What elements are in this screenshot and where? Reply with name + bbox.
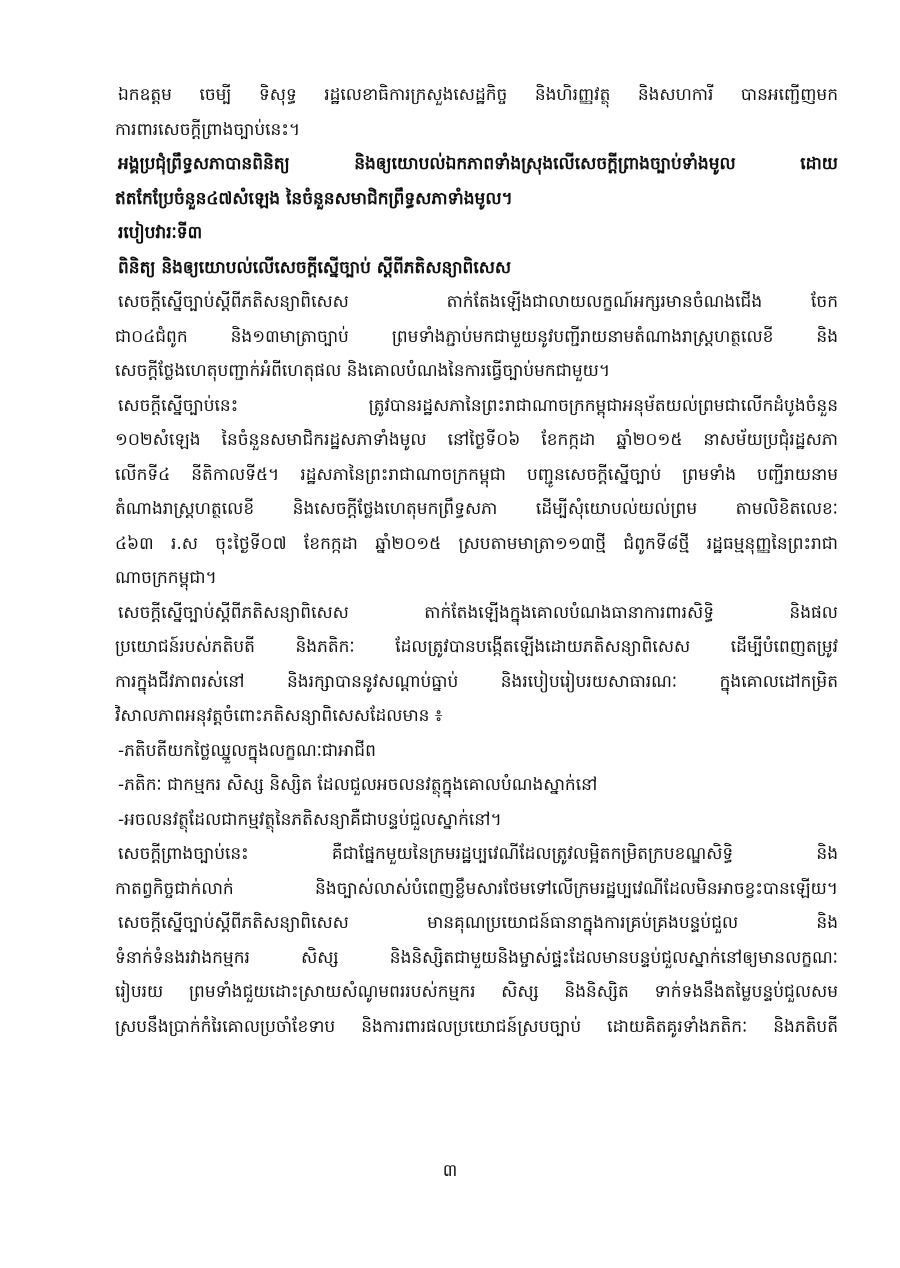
text-line: ១០២សំឡេង នៃចំនួនសមាជិករដ្ឋសភាទាំងមូល នៅថ្ងៃទី០៦ ខែកក្កដា ឆ្នាំ២០១៥ នាសម័យប្រជុំរដ្ឋសភា — [115, 430, 838, 450]
page-number: ៣ — [442, 1161, 458, 1181]
text-line: លើកទី៤ នីតិកាលទី៥។ រដ្ឋសភានៃព្រះរាជាណាចក្រកម្ពុជា បញ្ជូនសេចក្តីស្នើច្បាប់ ព្រមទាំង បញ្ជីរាយនាម — [115, 464, 838, 485]
text-line: ណាចក្រកម្ពុជា។ — [115, 568, 217, 588]
text-line: របៀបវារៈទី៣ — [118, 223, 203, 243]
text-line: ការក្នុងជីវភាពរស់នៅ និងរក្សាបាននូវសណ្តាប់ធ្នាប់ និងរបៀបរៀបរយសាធារណៈ ក្នុងគោលដៅកម្រិត — [115, 671, 838, 692]
text-line: សេចក្តីស្នើច្បាប់នេះ ត្រូវបានរដ្ឋសភានៃព្រះរាជាណាចក្រកម្ពុជាអនុម័តយល់ព្រមជាលើកដំបូងចំនួន — [118, 395, 838, 416]
text-line: ពិនិត្យ និងឲ្យយោបល់លើសេចក្តីស្នើច្បាប់ ស្តីពីភតិសន្យាពិសេស — [118, 257, 512, 278]
text-line: -ភតិបតីយកថ្លៃឈ្នួលក្នុងលក្ខណៈជាអាជីព — [118, 740, 376, 761]
text-line: អង្គប្រជុំព្រឹទ្ធសភាបានពិនិត្យ និងឲ្យយោបល់ឯកភាពទាំងស្រុងលើសេចក្តីព្រាងច្បាប់ទាំងមូល ដោយ — [118, 154, 838, 174]
text-line: សេចក្តីស្នើច្បាប់ស្តីពីភតិសន្យាពិសេស មានគុណប្រយោជន៍ធានាក្នុងការគ្រប់គ្រងបន្ទប់ជួល និង — [118, 913, 838, 933]
text-line: ជា០៤ជំពូក និង១៣មាត្រាច្បាប់ ព្រមទាំងភ្ជាប់មកជាមួយនូវបញ្ជីរាយនាមតំណាងរាស្ត្រហត្ថលេខី និង — [115, 326, 838, 347]
text-line: សេចក្តីស្នើច្បាប់ស្តីពីភតិសន្យាពិសេស ​ តាក់តែងឡើងជាលាយលក្ខណ៍អក្សរមានចំណងជើង ចែក — [118, 292, 838, 312]
text-line: សេចក្តីថ្លែងហេតុបញ្ជាក់អំពីហេតុផល និងគោលបំណងនៃការធ្វើច្បាប់មកជាមួយ។ — [115, 361, 611, 381]
text-line: ទំនាក់ទំនងរវាងកម្មករ សិស្ស និងនិស្សិតជាមួយនិងម្ចាស់ផ្ទះដែលមានបន្ទប់ជួលស្នាក់នៅឲ្យមានលក្ខណៈ — [115, 947, 838, 968]
text-line: ស្របនឹងប្រាក់កំរៃគោលប្រចាំខែទាប និងការពារផលប្រយោជន៍ស្របច្បាប់ ដោយគិតគូរទាំងភតិកៈ និងភតិបតី — [115, 1016, 838, 1037]
text-line: -ភតិកៈ ជាកម្មករ សិស្ស និស្សិត ដែលជួលអចលនវត្ថុក្នុងគោលបំណងស្នាក់នៅ — [118, 775, 598, 795]
text-line: រៀបរយ ព្រមទាំងជួយដោះស្រាយសំណូមពររបស់កម្មករ សិស្ស និងនិស្សិត ទាក់ទងនឹងតម្លៃបន្ទប់ជួលសម — [115, 982, 838, 1002]
text-line: ឥតកែប្រែចំនួន៤៧សំឡេង នៃចំនួនសមាជិកព្រឹទ្ធសភាទាំងមូល។ — [115, 188, 513, 209]
text-line: ការពារសេចក្តីព្រាងច្បាប់នេះ។ — [115, 119, 301, 140]
text-line: ឯកឧត្តម ចេម្បី ទិសុទ្ធ រដ្ឋលេខាធិការក្រសួងសេដ្ឋកិច្ច និងហិរញ្ញវត្ថុ និងសហការី បានអញ្ជើញមក — [118, 85, 838, 105]
text-line: កាតព្វកិច្ចជាក់លាក់ និងច្បាស់លាស់បំពេញខ្លឹមសារថែមទៅលើក្រមរដ្ឋប្បវេណីដែលមិនអាចខ្វះបានឡើយ។ — [115, 878, 838, 899]
text-line: ៤៦៣ រ.ស ចុះថ្ងៃទី០៧ ខែកក្កដា ឆ្នាំ២០១៥ ស្របតាមមាត្រា១១៣ថ្មី ជំពូកទី៨ថ្មី រដ្ឋធម្មនុញ្ញនៃព្រះរាជា — [115, 533, 838, 554]
text-line: វិសាលភាពអនុវត្តចំពោះភតិសន្យាពិសេសដែលមាន ៖ — [115, 706, 443, 726]
text-line: តំណាងរាស្ត្រហត្ថលេខី និងសេចក្តីថ្លែងហេតុមកព្រឹទ្ធសភា ដើម្បីសុំយោបល់យល់ព្រម តាមលិខិតលេខៈ — [115, 499, 838, 519]
text-line: ប្រយោជន៍របស់ភតិបតី និងភតិកៈ ដែលត្រូវបានបង្កើតឡើងដោយភតិសន្យាពិសេស ដើម្បីបំពេញតម្រូវ — [115, 637, 838, 657]
text-line: សេចក្តីស្នើច្បាប់ស្តីពីភតិសន្យាពិសេស តាក់តែងឡើងក្នុងគោលបំណងធានាការពារសិទ្ធិ និងផល — [118, 602, 838, 623]
text-line: សេចក្តីព្រាងច្បាប់នេះ គឺជាផ្នែកមួយនៃក្រមរដ្ឋប្បវេណីដែលត្រូវលម្អិតកម្រិតក្របខណ្ឌសិទ្ធិ និង — [118, 844, 838, 864]
text-line: -អចលនវត្ថុដែលជាកម្មវត្ថុនៃភតិសន្យាគឺជាបន្ទប់ជួលស្នាក់នៅ។ — [118, 809, 502, 830]
